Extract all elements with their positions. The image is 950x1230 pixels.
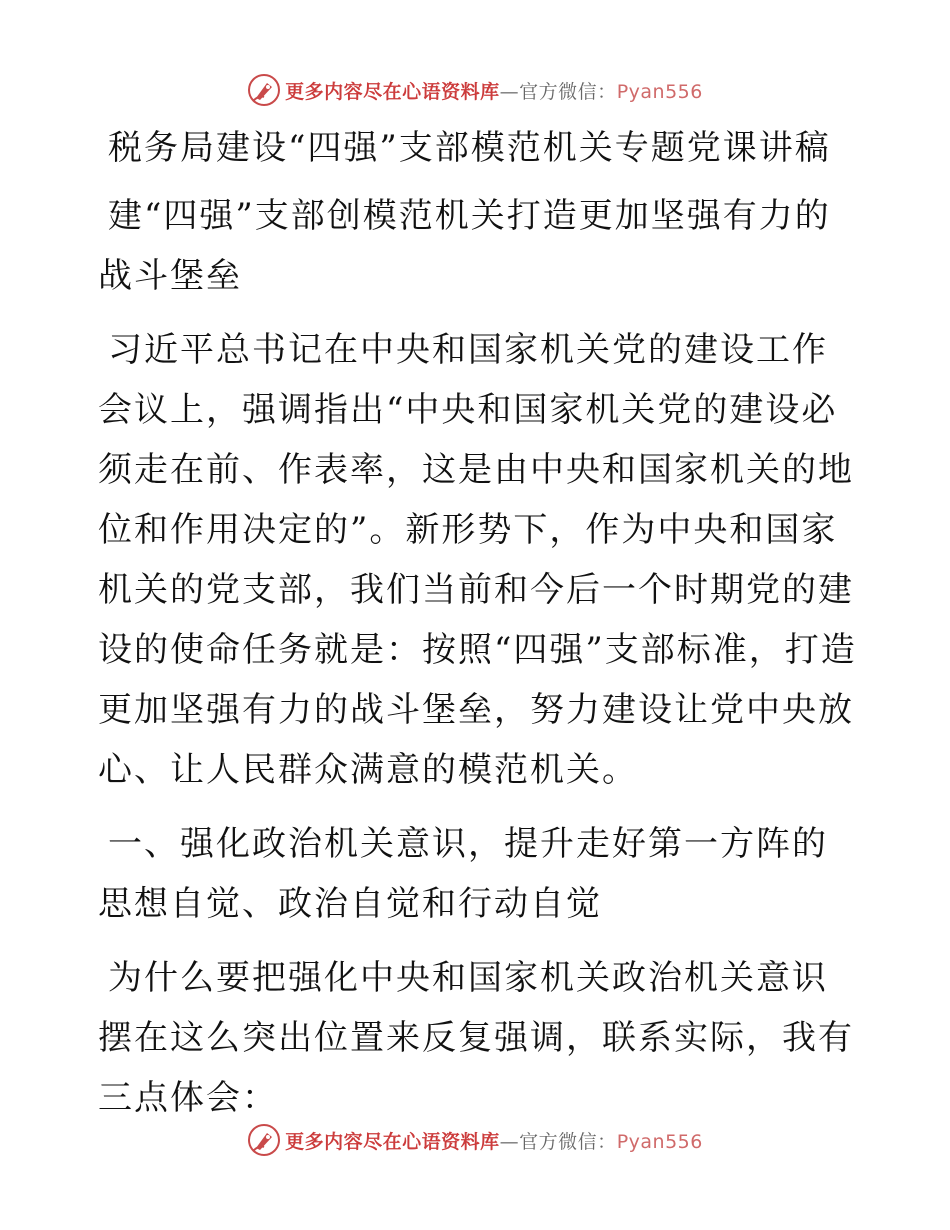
watermark-official: 官方微信：	[519, 1130, 617, 1153]
paragraph-2: 为什么要把强化中央和国家机关政治机关意识摆在这么突出位置来反复强调，联系实际，我有三点体会：	[98, 958, 854, 1118]
paragraph-1: 习近平总书记在中央和国家机关党的建设工作会议上，强调指出“中央和国家机关党的建设必须走在前、作表率，这是由中央和国家机关的地位和作用决定的”。新形势下，作为中央和国家机关的党支部，我们当前和今后一个时期党的建设的使命任务就是：按照“四强”支部标准，打造更加坚强有力的战斗堡垒，努力建设让党中央放心、让人民群众满意的模范机关。	[98, 330, 857, 790]
document-title: 税务局建设“四强”支部模范机关专题党课讲稿	[108, 128, 831, 168]
section-heading-1: 一、强化政治机关意识，提升走好第一方阵的思想自觉、政治自觉和行动自觉	[98, 824, 828, 924]
pen-nib-logo-icon	[247, 1123, 281, 1157]
watermark-separator: —	[499, 1130, 520, 1153]
document-subtitle: 建“四强”支部创模范机关打造更加坚强有力的战斗堡垒	[98, 196, 831, 296]
watermark-text	[285, 77, 703, 104]
watermark-id: Pyan556	[616, 80, 703, 103]
watermark-text	[285, 1127, 703, 1154]
header-watermark	[0, 70, 950, 110]
watermark-official: 官方微信：	[519, 80, 617, 103]
footer-watermark	[0, 1120, 950, 1160]
watermark-main: 更多内容尽在心语资料库	[285, 1130, 500, 1153]
pen-nib-logo-icon	[247, 73, 281, 107]
watermark-main: 更多内容尽在心语资料库	[285, 80, 500, 103]
document-body	[98, 118, 858, 1142]
watermark-id: Pyan556	[616, 1130, 703, 1153]
watermark-separator: —	[499, 80, 520, 103]
